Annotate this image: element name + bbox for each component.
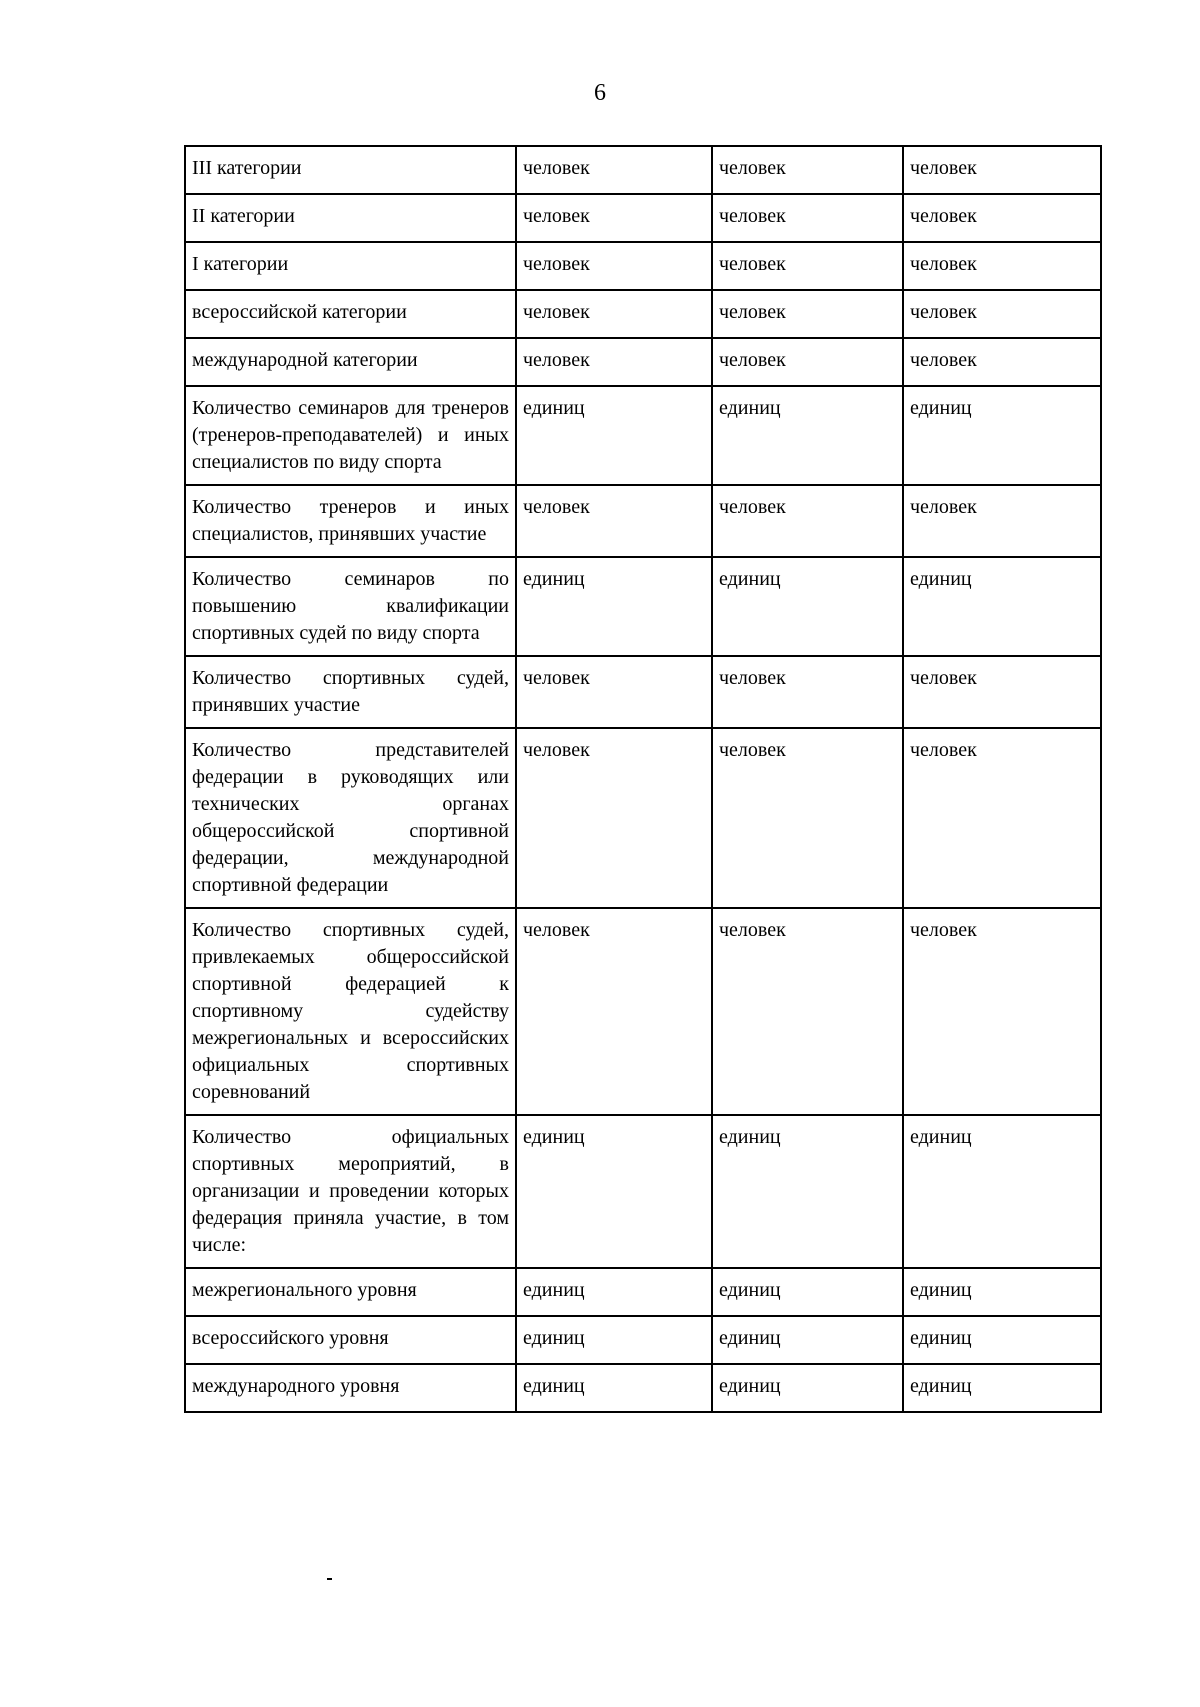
table-row xyxy=(185,485,1101,557)
unit-cell: единиц xyxy=(516,1364,712,1412)
unit-cell: единиц xyxy=(903,557,1101,656)
table-row xyxy=(185,194,1101,242)
unit-cell: человек xyxy=(712,338,903,386)
table-row xyxy=(185,656,1101,728)
row-label: межрегионального уровня xyxy=(185,1268,516,1316)
table-row xyxy=(185,386,1101,485)
row-label: Количество представителей федерации в руководящих или технических органах общероссийской спортивной федерации, международной спортивной федерации xyxy=(185,728,516,908)
row-label: II категории xyxy=(185,194,516,242)
unit-cell: единиц xyxy=(712,1316,903,1364)
unit-cell: человек xyxy=(516,728,712,908)
unit-cell: человек xyxy=(903,656,1101,728)
unit-cell: единиц xyxy=(516,1316,712,1364)
scan-mark xyxy=(327,1578,332,1580)
unit-cell: единиц xyxy=(712,1364,903,1412)
unit-cell: единиц xyxy=(516,386,712,485)
row-label: всероссийской категории xyxy=(185,290,516,338)
unit-cell: человек xyxy=(712,908,903,1115)
unit-cell: единиц xyxy=(903,1364,1101,1412)
unit-cell: человек xyxy=(516,146,712,194)
table-row xyxy=(185,146,1101,194)
row-label: Количество спортивных судей, привлекаемых общероссийской спортивной федерацией к спортивному судейству межрегиональных и всероссийских официальных спортивных соревнований xyxy=(185,908,516,1115)
unit-cell: человек xyxy=(903,146,1101,194)
unit-cell: человек xyxy=(516,290,712,338)
table-row xyxy=(185,290,1101,338)
row-label: всероссийского уровня xyxy=(185,1316,516,1364)
row-label: III категории xyxy=(185,146,516,194)
unit-cell: единиц xyxy=(516,557,712,656)
row-label: Количество тренеров и иных специалистов, принявших участие xyxy=(185,485,516,557)
unit-cell: единиц xyxy=(712,1268,903,1316)
row-label: Количество семинаров по повышению квалификации спортивных судей по виду спорта xyxy=(185,557,516,656)
table-row xyxy=(185,1115,1101,1268)
row-label: международной категории xyxy=(185,338,516,386)
unit-cell: человек xyxy=(516,242,712,290)
unit-cell: человек xyxy=(903,290,1101,338)
unit-cell: человек xyxy=(712,485,903,557)
unit-cell: человек xyxy=(712,242,903,290)
unit-cell: единиц xyxy=(903,386,1101,485)
unit-cell: человек xyxy=(903,242,1101,290)
unit-cell: человек xyxy=(712,656,903,728)
unit-cell: человек xyxy=(516,194,712,242)
table-row xyxy=(185,242,1101,290)
row-label: I категории xyxy=(185,242,516,290)
unit-cell: человек xyxy=(516,485,712,557)
page-number: 6 xyxy=(594,80,606,106)
unit-cell: единиц xyxy=(903,1115,1101,1268)
unit-cell: человек xyxy=(712,728,903,908)
unit-cell: человек xyxy=(903,194,1101,242)
unit-cell: единиц xyxy=(516,1115,712,1268)
table-row xyxy=(185,728,1101,908)
row-label: Количество официальных спортивных мероприятий, в организации и проведении которых федерация приняла участие, в том числе: xyxy=(185,1115,516,1268)
row-label: Количество спортивных судей, принявших участие xyxy=(185,656,516,728)
row-label: международного уровня xyxy=(185,1364,516,1412)
unit-cell: единиц xyxy=(903,1268,1101,1316)
unit-cell: единиц xyxy=(712,386,903,485)
table-row xyxy=(185,1268,1101,1316)
unit-cell: единиц xyxy=(712,557,903,656)
unit-cell: человек xyxy=(903,728,1101,908)
indicators-table xyxy=(184,145,1102,1413)
unit-cell: человек xyxy=(903,485,1101,557)
unit-cell: человек xyxy=(903,338,1101,386)
row-label: Количество семинаров для тренеров (тренеров-преподавателей) и иных специалистов по виду спорта xyxy=(185,386,516,485)
unit-cell: единиц xyxy=(712,1115,903,1268)
unit-cell: человек xyxy=(712,290,903,338)
table-row xyxy=(185,1316,1101,1364)
unit-cell: единиц xyxy=(903,1316,1101,1364)
table-row xyxy=(185,338,1101,386)
unit-cell: человек xyxy=(516,656,712,728)
unit-cell: человек xyxy=(712,194,903,242)
table-row xyxy=(185,1364,1101,1412)
unit-cell: единиц xyxy=(516,1268,712,1316)
unit-cell: человек xyxy=(903,908,1101,1115)
unit-cell: человек xyxy=(516,338,712,386)
unit-cell: человек xyxy=(516,908,712,1115)
unit-cell: человек xyxy=(712,146,903,194)
table-row xyxy=(185,557,1101,656)
table-row xyxy=(185,908,1101,1115)
